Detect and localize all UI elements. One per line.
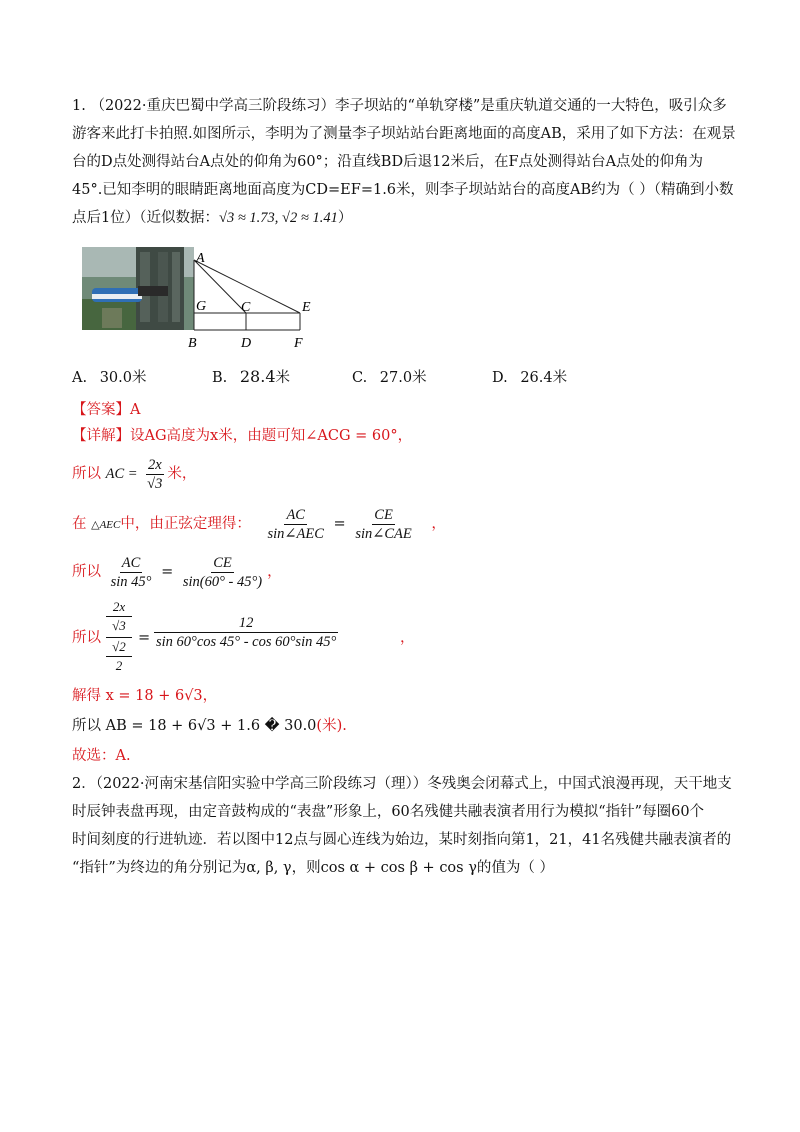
q1-detail-line-4: 所以 $\frac{AC}{\sin 45^\circ}$ = $\frac{CE}{\sin(60^\circ - 45^\circ)}$ ，	[72, 554, 282, 590]
label-B: B	[188, 336, 197, 351]
label-G: G	[196, 299, 207, 314]
q1-line-1	[72, 92, 732, 120]
q1-detail-line-5: 所以 2x √3 √2 2 = 12 sin 60°cos 45° - cos 60°sin 45° ，	[72, 599, 415, 673]
rhs-fraction: 12 sin 60°cos 45° - cos 60°sin 45°	[156, 615, 337, 650]
q1-number: 1.	[72, 98, 86, 114]
label-A: A	[196, 251, 205, 266]
q1-line-5	[72, 204, 732, 232]
compound-fraction: 2x √3 √2 2	[106, 598, 132, 675]
q1-detail-line-1: 【详解】设AG高度为x米，由题可知∠ACG = 60°，	[72, 428, 413, 444]
detail-label: 【详解】	[72, 428, 130, 444]
q1-detail-line-8: 故选：A.	[72, 748, 131, 764]
q1-option-d: D. 26.4米	[492, 370, 568, 386]
q1-option-c: C. 27.0米	[352, 370, 427, 386]
q2-line-1: 2．（2022·河南宋基信阳实验中学高三阶段练习（理））冬残奥会闭幕式上，中国式浪漫再现，天干地支	[72, 776, 732, 792]
q1-line1-rest: 李子坝站的“单轨穿楼”是重庆轨道交通的一大特色，吸引众多	[334, 98, 727, 114]
q2-line-2: 时辰钟表盘再现，由定音鼓构成的“表盘”形象上，60名残健共融表演者用行为模拟“指针”每圈60个	[72, 804, 705, 820]
q1-source: （2022·重庆巴蜀中学高三阶段练习）	[90, 98, 335, 114]
q1-line5-b: ）	[337, 210, 353, 226]
q1-line5-a: 点后1位）（近似数据：	[72, 210, 219, 226]
label-E: E	[302, 300, 311, 315]
q1-line-3: 台的D点处测得站台A点处的仰角为60°；沿直线BD后退12米后，在F点处测得站台A点处的仰角为	[72, 154, 704, 170]
monorail-photo	[82, 247, 194, 330]
q1-detail-line-7: 所以 AB = 18 + 6√3 + 1.6 � 30.0(米).	[72, 718, 347, 734]
q1-figure-svg	[78, 244, 328, 352]
q1-option-a: A. 30.0米	[72, 370, 147, 386]
geometry-lines	[194, 260, 300, 330]
q1-approx-data: √3 ≈ 1.73, √2 ≈ 1.41	[218, 210, 338, 226]
label-D: D	[241, 336, 252, 351]
q2-line-3: 时间刻度的行进轨迹．若以图中12点与圆心连线为始边，某时刻指向第1，21，41名残健共融表演者的	[72, 832, 732, 848]
label-C: C	[241, 300, 251, 315]
frac-2x-over-sqrt3: $\frac{2x}{√3}$	[147, 456, 163, 492]
q1-answer: 【答案】A	[72, 402, 141, 418]
label-F: F	[294, 336, 303, 351]
q1-line-4: 45°.已知李明的眼睛距离地面高度为CD=EF=1.6米，则李子坝站站台的高度AB约为（ ）（精确到小数	[72, 182, 734, 198]
q1-option-b: B. 28.4米	[212, 367, 290, 386]
q1-detail-line-3: 在 △AEC中，由正弦定理得： $\frac{AC}{\text{sin∠AEC}}$ = $\frac{CE}{\text{sin∠CAE}}$ ，	[72, 506, 446, 542]
q1-line-2: 游客来此打卡拍照.如图所示，李明为了测量李子坝站站台距离地面的高度AB，采用了如下方法：在观景	[72, 126, 736, 142]
q1-detail-line-2: 所以 AC = $\frac{2x}{√3}$ 米，	[72, 456, 197, 492]
q1-detail-line-6: 解得 x = 18 + 6√3，	[72, 688, 218, 704]
q2-line-4: “指针”为终边的角分别记为α, β, γ，则cos α + cos β + cos γ的值为（ ）	[72, 860, 554, 876]
q1-figure	[78, 244, 328, 352]
